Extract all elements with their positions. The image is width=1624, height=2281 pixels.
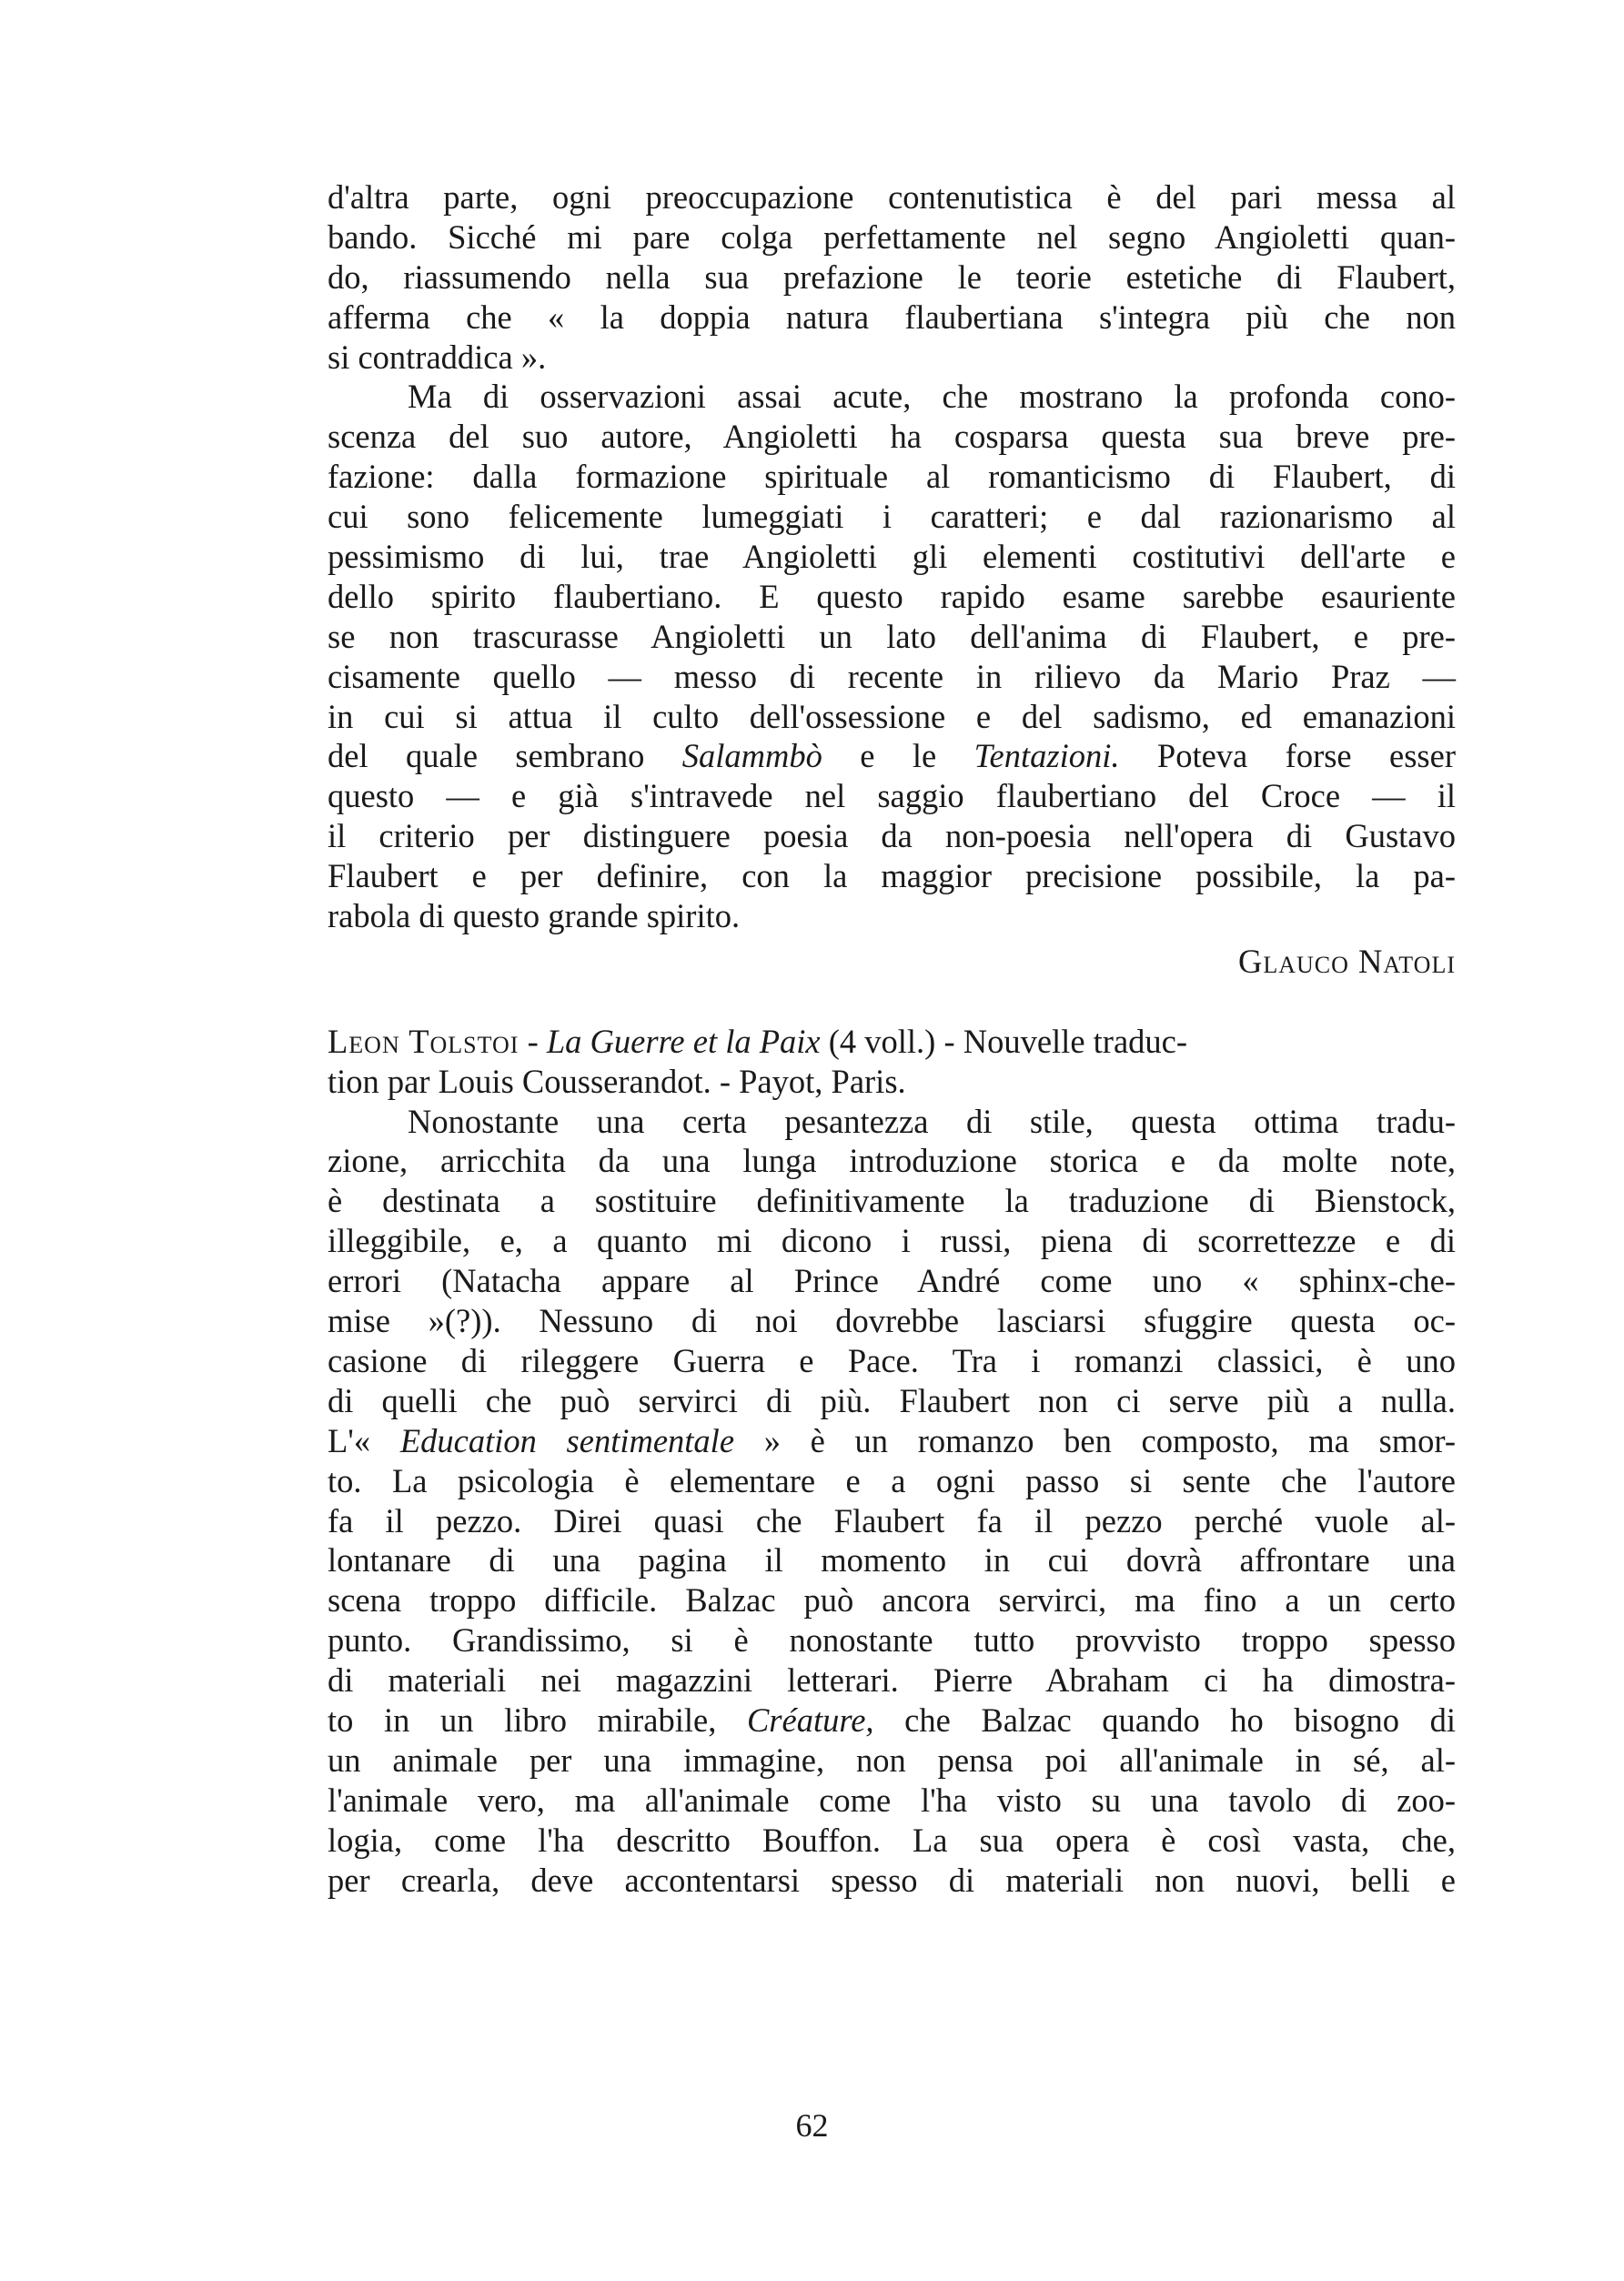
review-author: Leon Tolstoi xyxy=(328,1022,519,1060)
text-line: scenza del suo autore, Angioletti ha cosparsa questa sua breve pre- xyxy=(328,418,1456,456)
italic-title: Salammbò xyxy=(681,737,822,775)
text-line: è destinata a sostituire definitivamente la traduzione di Bienstock, xyxy=(328,1182,1456,1220)
text-line xyxy=(328,1421,1456,1461)
text-segment: del quale sembrano xyxy=(328,737,682,775)
text-line: un animale per una immagine, non pensa poi all'animale in sé, al- xyxy=(328,1741,1456,1779)
review-heading-line: tion par Louis Cousserandot. - Payot, Paris. xyxy=(328,1062,906,1100)
paragraph-3 xyxy=(328,1102,1456,1901)
text-line: do, riassumendo nella sua prefazione le teorie estetiche di Flaubert, xyxy=(328,257,1456,296)
page-body xyxy=(328,177,1456,1900)
text-line: il criterio per distinguere poesia da non-poesia nell'opera di Gustavo xyxy=(328,817,1456,855)
italic-title: Tentazioni. xyxy=(973,737,1120,775)
text-line: lontanare di una pagina il momento in cui dovrà affrontare una xyxy=(328,1541,1456,1580)
text-line: Flaubert e per definire, con la maggior precisione possibile, la pa- xyxy=(328,857,1456,895)
text-line: cisamente quello — messo di recente in rilievo da Mario Praz — xyxy=(328,657,1456,695)
paragraph-2 xyxy=(328,377,1456,935)
text-segment: - xyxy=(519,1022,547,1060)
italic-title: Education sentimentale xyxy=(399,1421,735,1459)
text-line: fazione: dalla formazione spirituale al romanticismo di Flaubert, di xyxy=(328,458,1456,496)
text-line: d'altra parte, ogni preoccupazione contenutistica è del pari messa al xyxy=(328,178,1456,216)
text-line: logia, come l'ha descritto Bouffon. La sua opera è così vasta, che, xyxy=(328,1821,1456,1859)
paragraph-1 xyxy=(328,177,1456,377)
review-title: La Guerre et la Paix xyxy=(546,1022,821,1060)
review-heading xyxy=(328,1022,1456,1102)
text-line: in cui si attua il culto dell'ossessione e del sadismo, ed emanazioni xyxy=(328,697,1456,735)
text-line xyxy=(328,736,1456,776)
text-segment: to in un libro mirabile, xyxy=(328,1701,747,1739)
text-segment: e le xyxy=(822,737,974,775)
page-number: 62 xyxy=(795,2107,829,2144)
text-line: to. La psicologia è elementare e a ogni passo si sente che l'autore xyxy=(328,1461,1456,1499)
text-line: Ma di osservazioni assai acute, che mostrano la profonda cono- xyxy=(408,378,1456,416)
text-line: fa il pezzo. Direi quasi che Flaubert fa il pezzo perché vuole al- xyxy=(328,1501,1456,1539)
text-line: illeggibile, e, a quanto mi dicono i russi, piena di scorrettezze e di xyxy=(328,1222,1456,1260)
text-segment: Poteva forse esser xyxy=(1119,737,1456,775)
text-line: dello spirito flaubertiano. E questo rapido esame sarebbe esauriente xyxy=(328,577,1456,615)
text-segment: L'« xyxy=(328,1421,400,1459)
text-segment: (4 voll.) - Nouvelle traduc- xyxy=(820,1022,1187,1060)
text-line: l'animale vero, ma all'animale come l'ha visto su una tavolo di zoo- xyxy=(328,1781,1456,1819)
review-heading-line xyxy=(328,1022,1456,1062)
text-line xyxy=(328,1701,1456,1741)
text-line: scena troppo difficile. Balzac può ancora servirci, ma fino a un certo xyxy=(328,1581,1456,1620)
text-line: se non trascurasse Angioletti un lato dell'anima di Flaubert, e pre- xyxy=(328,617,1456,655)
italic-title: Créature, xyxy=(746,1701,874,1739)
text-line: per crearla, deve accontentarsi spesso di materiali non nuovi, belli e xyxy=(328,1861,1456,1899)
section-gap xyxy=(328,982,1456,1022)
text-line: rabola di questo grande spirito. xyxy=(328,897,741,935)
text-line: Nonostante una certa pesantezza di stile, questa ottima tradu- xyxy=(408,1102,1456,1140)
text-line: pessimismo di lui, trae Angioletti gli elementi costitutivi dell'arte e xyxy=(328,538,1456,576)
text-segment: » è un romanzo ben composto, ma smor- xyxy=(734,1421,1456,1459)
text-line: errori (Natacha appare al Prince André come uno « sphinx-che- xyxy=(328,1262,1456,1300)
text-line: cui sono felicemente lumeggiati i caratteri; e dal razionarismo al xyxy=(328,498,1456,536)
text-line: mise »(?)). Nessuno di noi dovrebbe lasciarsi sfuggire questa oc- xyxy=(328,1302,1456,1340)
text-line: di materiali nei magazzini letterari. Pierre Abraham ci ha dimostra- xyxy=(328,1661,1456,1700)
text-segment: che Balzac quando ho bisogno di xyxy=(873,1701,1456,1739)
text-line: si contraddica ». xyxy=(328,338,547,376)
text-line: afferma che « la doppia natura flaubertiana s'integra più che non xyxy=(328,298,1456,336)
text-line: bando. Sicché mi pare colga perfettamente nel segno Angioletti quan- xyxy=(328,217,1456,256)
text-line: punto. Grandissimo, si è nonostante tutto provvisto troppo spesso xyxy=(328,1621,1456,1660)
text-line: di quelli che può servirci di più. Flaubert non ci serve più a nulla. xyxy=(328,1381,1456,1419)
text-line: casione di rileggere Guerra e Pace. Tra i romanzi classici, è uno xyxy=(328,1341,1456,1379)
text-line: zione, arricchita da una lunga introduzione storica e da molte note, xyxy=(328,1142,1456,1180)
text-line: questo — e già s'intravede nel saggio flaubertiano del Croce — il xyxy=(328,777,1456,815)
author-signature: Glauco Natoli xyxy=(1237,942,1456,980)
